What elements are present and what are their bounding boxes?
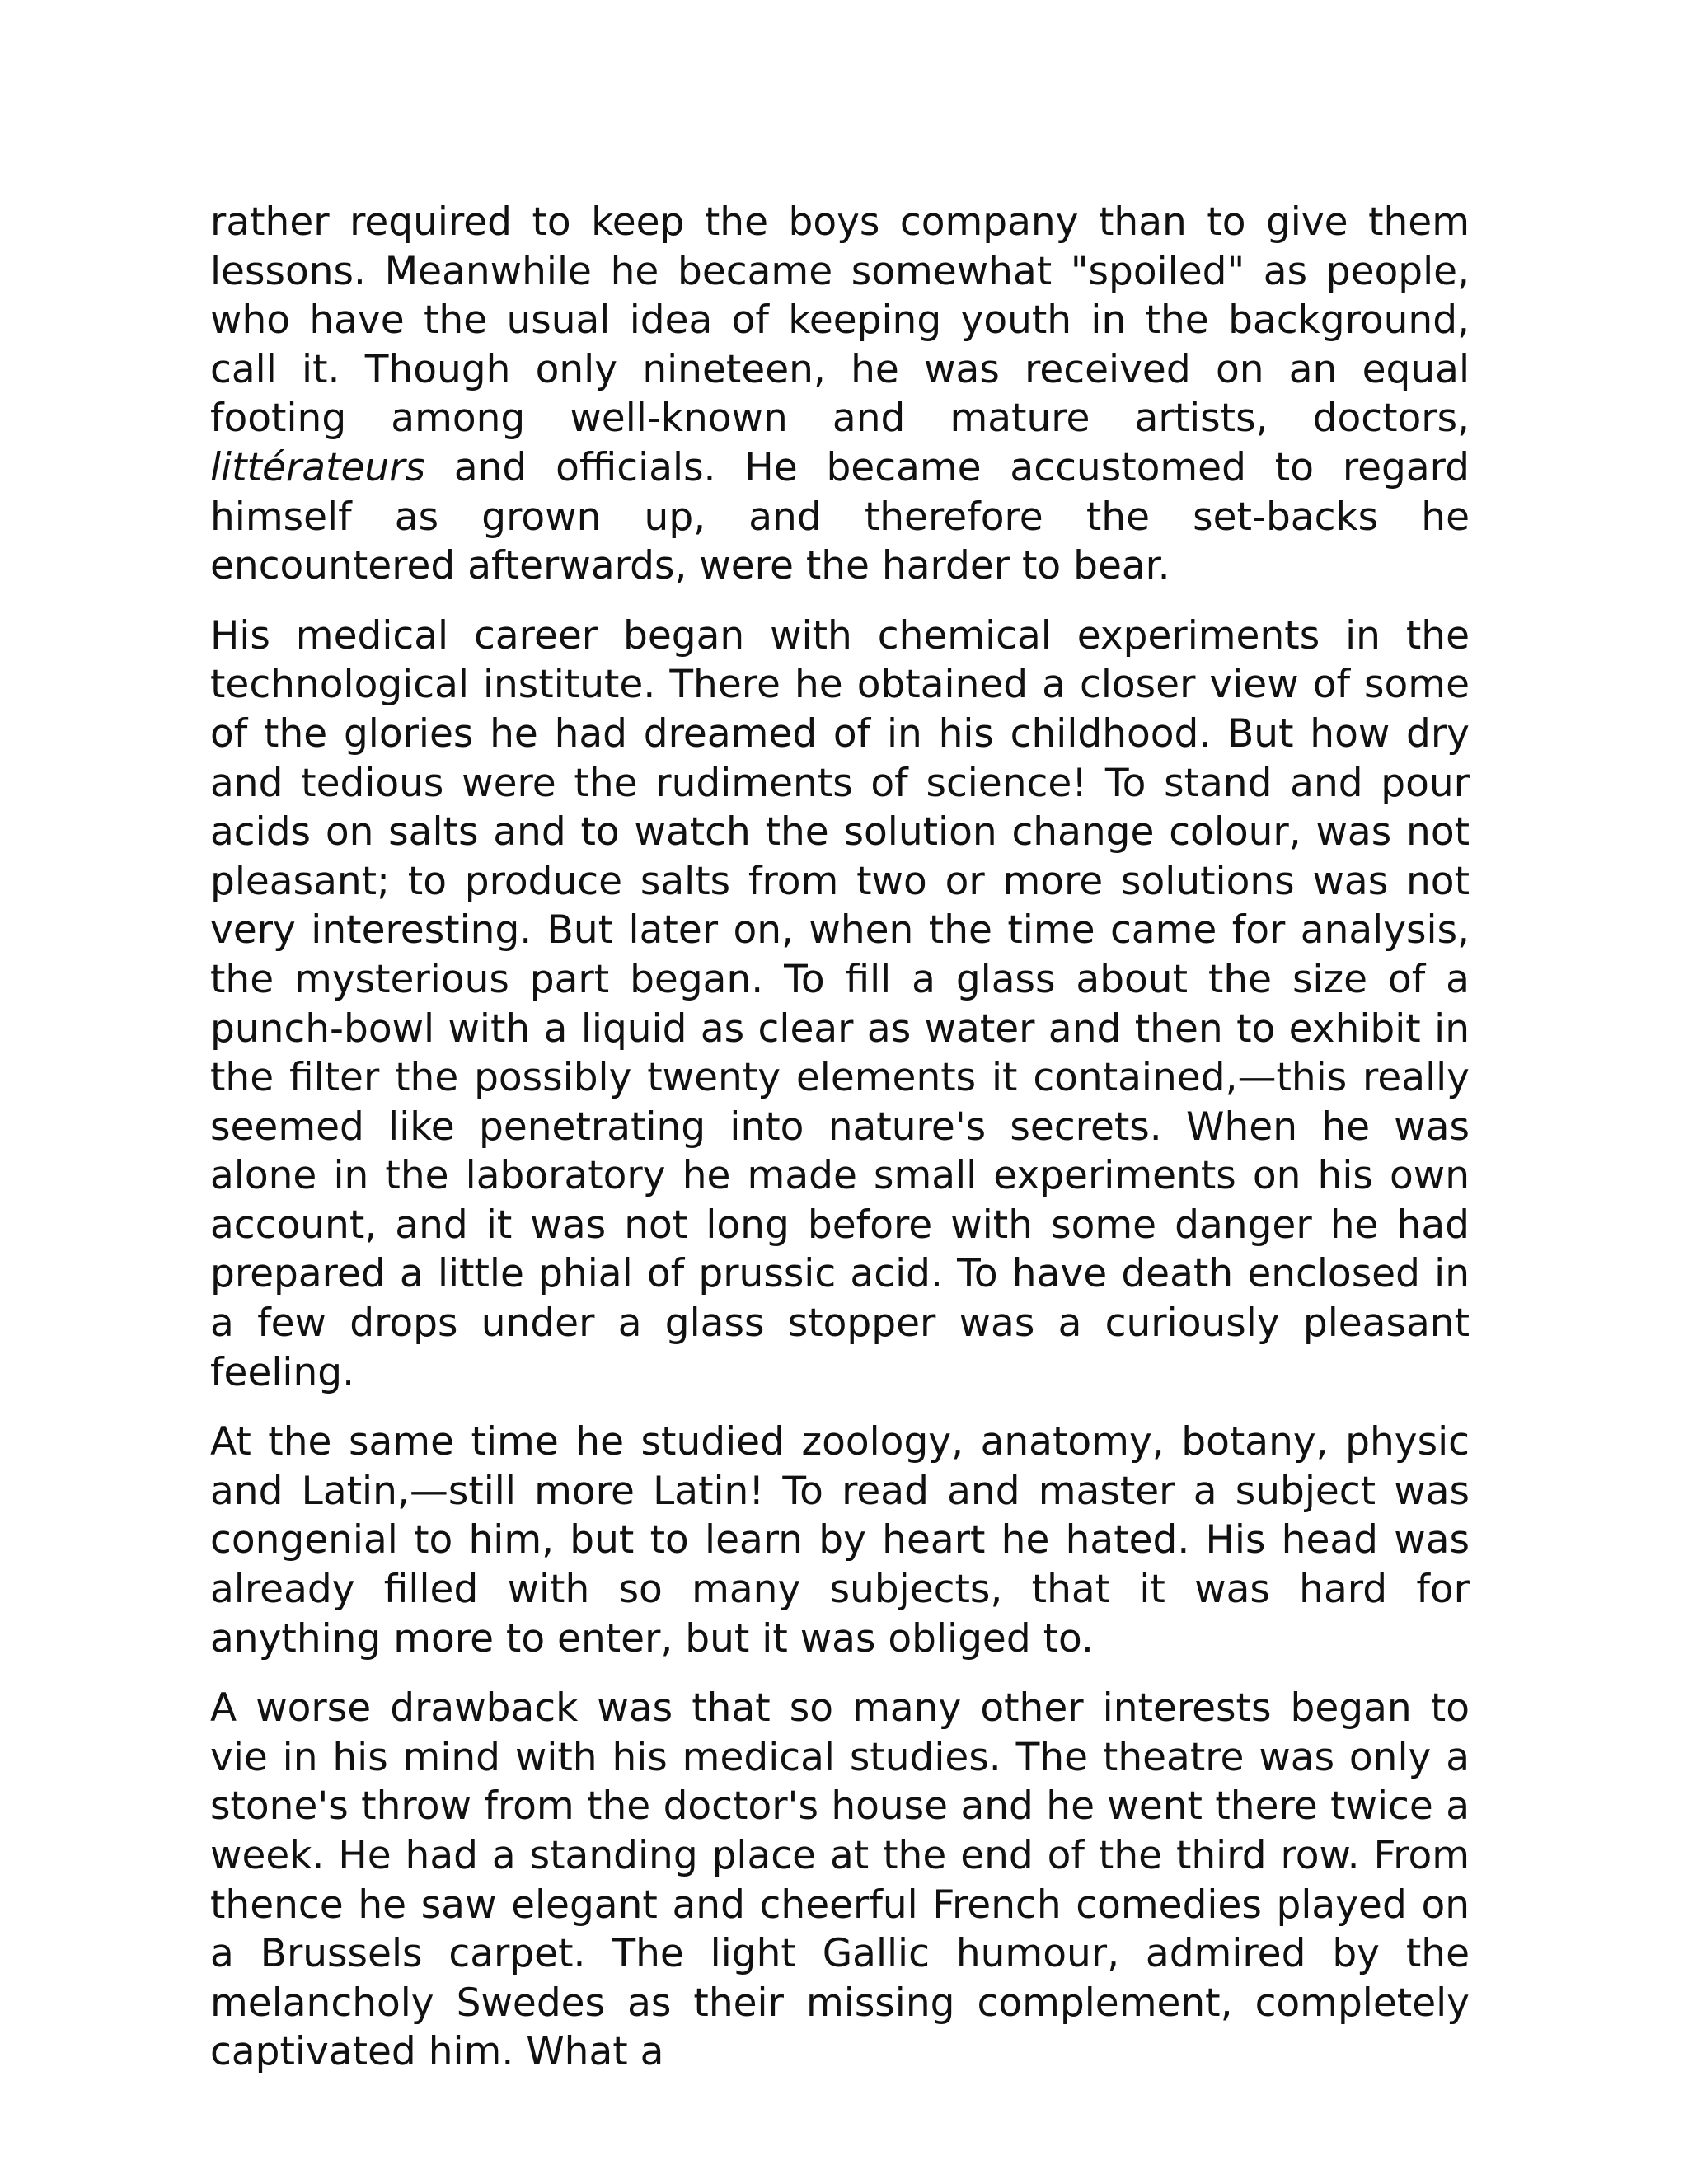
paragraph-1-text-after: and officials. He became accustomed to regard himself as grown up, and therefore the set-backs he encountered afterwards, were the harder to bear. [210, 444, 1470, 589]
paragraph-3: At the same time he studied zoology, anatomy, botany, physic and Latin,—still more Latin! To read and master a subject was congenial to him, but to learn by heart he hated. His head was already filled with so many subjects, that it was hard for anything more to enter, but it was obliged to. [210, 1419, 1470, 1661]
paragraph-1 [210, 198, 1470, 591]
paragraph-1-italic-term: littérateurs [210, 444, 425, 490]
paragraph-2: His medical career began with chemical experiments in the technological institute. There he obtained a closer view of some of the glories he had dreamed of in his childhood. But how dry and tedious were the rudiments of science! To stand and pour acids on salts and to watch the solution change colour, was not pleasant; to produce salts from two or more solutions was not very interesting. But later on, when the time came for analysis, the mysterious part began. To fill a glass about the size of a punch-bowl with a liquid as clear as water and then to exhibit in the filter the possibly twenty elements it contained,—this really seemed like penetrating into nature's secrets. When he was alone in the laboratory he made small experiments on his own account, and it was not long before with some danger he had prepared a little phial of prussic acid. To have death enclosed in a few drops under a glass stopper was a curiously pleasant feeling. [210, 612, 1470, 1395]
paragraph-1-text-before: rather required to keep the boys company than to give them lessons. Meanwhile he became somewhat "spoiled" as people, who have the usual idea of keeping youth in the background, call it. Though only nineteen, he was received on an equal footing among well-known and mature artists, doctors, [210, 199, 1470, 442]
paragraph-4: A worse drawback was that so many other interests began to vie in his mind with his medical studies. The theatre was only a stone's throw from the doctor's house and he went there twice a week. He had a standing place at the end of the third row. From thence he saw elegant and cheerful French comedies played on a Brussels carpet. The light Gallic humour, admired by the melancholy Swedes as their missing complement, completely captivated him. What a [210, 1685, 1470, 2075]
body-text [210, 198, 1470, 2097]
